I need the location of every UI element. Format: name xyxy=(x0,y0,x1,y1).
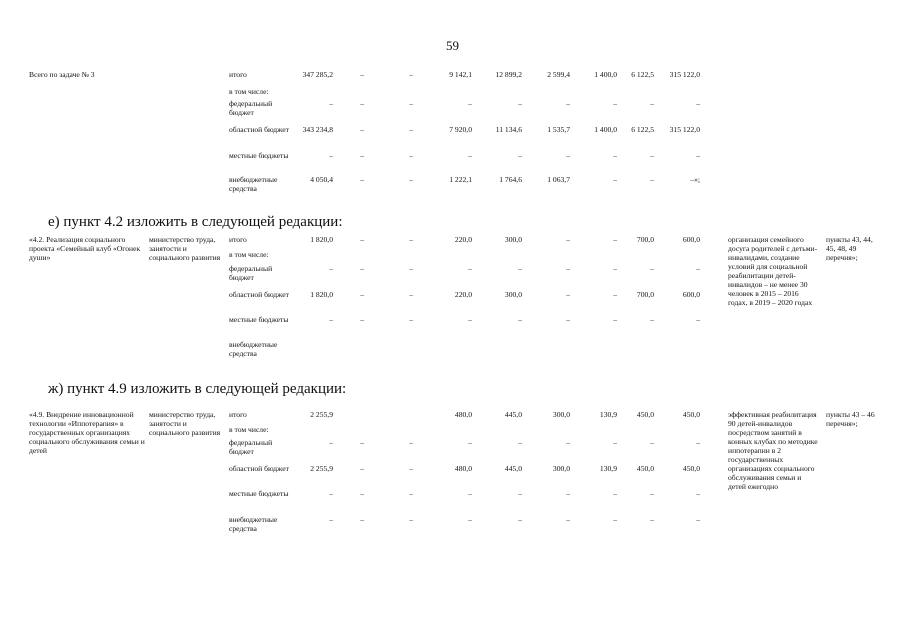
row-cell: 1 820,0 xyxy=(310,235,333,244)
row-cell: – xyxy=(696,151,700,160)
row-cell: 300,0 xyxy=(504,290,522,299)
row-cell: – xyxy=(613,315,617,324)
row-cell: – xyxy=(468,438,472,447)
executor: министерство труда, занятости и социального развития xyxy=(149,410,221,437)
row-cell: – xyxy=(566,315,570,324)
row-cell: – xyxy=(696,99,700,108)
row-cell: – xyxy=(468,151,472,160)
row-cell: – xyxy=(360,151,364,160)
expected-result: эффективная реабилитация 90 детей-инвалидов посредством занятий в конных клубах по методике иппотерапии в 2 государственных организациях социального обслуживания семьи и детей ежегодно xyxy=(728,410,818,491)
row-cell: – xyxy=(613,235,617,244)
row-cell: 2 255,9 xyxy=(310,410,333,419)
row-cell: 700,0 xyxy=(636,290,654,299)
row-cell: – xyxy=(696,315,700,324)
row-name: областной бюджет xyxy=(229,125,289,134)
row-cell: – xyxy=(566,438,570,447)
row-cell: – xyxy=(518,151,522,160)
row-cell: – xyxy=(566,151,570,160)
row-cell: – xyxy=(409,151,413,160)
row-cell: – xyxy=(360,235,364,244)
row-cell: – xyxy=(566,264,570,273)
row-cell: – xyxy=(360,489,364,498)
row-cell: 445,0 xyxy=(504,464,522,473)
row-cell: – xyxy=(360,264,364,273)
row-name: федеральный бюджет xyxy=(229,99,273,117)
row-cell: 450,0 xyxy=(636,410,654,419)
row-cell: – xyxy=(650,438,654,447)
row-cell: – xyxy=(409,264,413,273)
activity-title: «4.2. Реализация социального проекта «Семейный клуб «Огонек души» xyxy=(29,235,141,262)
row-cell: 1 063,7 xyxy=(547,175,570,184)
row-cell: 11 134,6 xyxy=(495,125,522,134)
row-name: внебюджетные средства xyxy=(229,175,278,193)
row-name: федеральный бюджет xyxy=(229,438,273,456)
row-cell: 9 142,1 xyxy=(449,70,472,79)
row-name: итого xyxy=(229,410,247,419)
row-cell: 1 222,1 xyxy=(449,175,472,184)
row-cell: 130,9 xyxy=(599,464,617,473)
row-cell: 700,0 xyxy=(636,235,654,244)
row-cell: – xyxy=(360,70,364,79)
row-name: в том числе: xyxy=(229,250,269,259)
row-cell: – xyxy=(518,515,522,524)
row-cell: 1 400,0 xyxy=(594,125,617,134)
row-cell: –»; xyxy=(690,175,700,184)
executor: министерство труда, занятости и социального развития xyxy=(149,235,221,262)
row-cell: – xyxy=(409,489,413,498)
row-cell: – xyxy=(518,489,522,498)
heading-item-4-9: ж) пункт 4.9 изложить в следующей редакции: xyxy=(48,381,347,397)
row-cell: – xyxy=(613,438,617,447)
row-cell: 220,0 xyxy=(454,290,472,299)
row-cell: – xyxy=(518,438,522,447)
section-label: Всего по задаче № 3 xyxy=(29,70,95,79)
row-cell: – xyxy=(360,175,364,184)
row-cell: 480,0 xyxy=(454,464,472,473)
row-cell: 347 285,2 xyxy=(302,70,333,79)
row-name: в том числе: xyxy=(229,425,269,434)
row-cell: 7 920,0 xyxy=(449,125,472,134)
row-cell: 315 122,0 xyxy=(669,70,700,79)
row-cell: 1 820,0 xyxy=(310,290,333,299)
row-cell: – xyxy=(409,290,413,299)
row-cell: 480,0 xyxy=(454,410,472,419)
row-cell: – xyxy=(468,515,472,524)
row-cell: 12 899,2 xyxy=(495,70,522,79)
row-cell: – xyxy=(613,264,617,273)
row-cell: – xyxy=(409,464,413,473)
list-points: пункты 43 – 46 перечня»; xyxy=(826,410,875,428)
row-cell: – xyxy=(613,151,617,160)
row-cell: 2 599,4 xyxy=(547,70,570,79)
row-cell: 450,0 xyxy=(682,464,700,473)
row-cell: – xyxy=(613,515,617,524)
row-cell: – xyxy=(409,315,413,324)
row-cell: 450,0 xyxy=(636,464,654,473)
row-cell: – xyxy=(650,264,654,273)
row-cell: – xyxy=(613,290,617,299)
row-cell: 450,0 xyxy=(682,410,700,419)
row-cell: – xyxy=(360,290,364,299)
row-cell: – xyxy=(409,515,413,524)
row-cell: – xyxy=(650,515,654,524)
row-name: местные бюджеты xyxy=(229,489,289,498)
row-name: областной бюджет xyxy=(229,464,289,473)
row-cell: 1 535,7 xyxy=(547,125,570,134)
row-cell: 4 050,4 xyxy=(310,175,333,184)
row-cell: 220,0 xyxy=(454,235,472,244)
row-cell: 6 122,5 xyxy=(631,70,654,79)
row-name: местные бюджеты xyxy=(229,151,289,160)
row-cell: – xyxy=(650,315,654,324)
row-cell: – xyxy=(650,489,654,498)
row-cell: – xyxy=(650,151,654,160)
row-cell: 343 234,8 xyxy=(302,125,333,134)
row-cell: – xyxy=(329,151,333,160)
row-cell: – xyxy=(696,489,700,498)
row-name: областной бюджет xyxy=(229,290,289,299)
row-cell: – xyxy=(360,125,364,134)
row-cell: – xyxy=(360,315,364,324)
row-cell: – xyxy=(468,99,472,108)
row-cell: – xyxy=(329,99,333,108)
row-cell: – xyxy=(696,515,700,524)
row-cell: – xyxy=(650,175,654,184)
row-cell: 315 122,0 xyxy=(669,125,700,134)
row-cell: – xyxy=(329,264,333,273)
row-cell: – xyxy=(360,438,364,447)
row-cell: – xyxy=(329,438,333,447)
row-cell: – xyxy=(566,235,570,244)
row-cell: – xyxy=(409,99,413,108)
row-name: итого xyxy=(229,235,247,244)
row-cell: – xyxy=(329,515,333,524)
row-cell: – xyxy=(518,264,522,273)
row-name: в том числе: xyxy=(229,87,269,96)
row-cell: – xyxy=(613,175,617,184)
row-cell: – xyxy=(360,99,364,108)
row-name: федеральный бюджет xyxy=(229,264,273,282)
row-cell: – xyxy=(409,235,413,244)
expected-result: организация семейного досуга родителей с детьми-инвалидами, создание условий для социальной реабилитации детей-инвалидов – не менее 30 человек в 2015 – 2016 годах, в 2019 – 2020 годах xyxy=(728,235,818,307)
row-name: внебюджетные средства xyxy=(229,340,278,358)
row-cell: – xyxy=(650,99,654,108)
row-cell: 1 764,6 xyxy=(499,175,522,184)
row-cell: 130,9 xyxy=(599,410,617,419)
row-cell: – xyxy=(360,464,364,473)
row-cell: – xyxy=(468,489,472,498)
row-cell: – xyxy=(613,489,617,498)
row-cell: – xyxy=(409,70,413,79)
row-name: итого xyxy=(229,70,247,79)
row-cell: – xyxy=(566,489,570,498)
row-cell: – xyxy=(566,99,570,108)
row-cell: – xyxy=(518,99,522,108)
row-cell: – xyxy=(409,175,413,184)
row-cell: 300,0 xyxy=(552,410,570,419)
row-cell: – xyxy=(468,315,472,324)
row-name: местные бюджеты xyxy=(229,315,289,324)
row-cell: – xyxy=(566,290,570,299)
row-cell: 300,0 xyxy=(504,235,522,244)
row-cell: – xyxy=(329,489,333,498)
row-cell: – xyxy=(409,438,413,447)
row-cell: 445,0 xyxy=(504,410,522,419)
heading-item-4-2: е) пункт 4.2 изложить в следующей редакции: xyxy=(48,214,343,230)
row-cell: – xyxy=(329,315,333,324)
row-cell: 600,0 xyxy=(682,235,700,244)
row-cell: – xyxy=(468,264,472,273)
row-cell: – xyxy=(566,515,570,524)
page-number: 59 xyxy=(446,38,459,53)
row-cell: 6 122,5 xyxy=(631,125,654,134)
activity-title: «4.9. Внедрение инновационной технологии «Иппотерапия» в государственных организациях социального обслуживания семьи и детей xyxy=(29,410,145,455)
row-cell: 1 400,0 xyxy=(594,70,617,79)
row-cell: – xyxy=(360,515,364,524)
row-cell: 300,0 xyxy=(552,464,570,473)
row-cell: 2 255,9 xyxy=(310,464,333,473)
row-cell: – xyxy=(613,99,617,108)
row-cell: – xyxy=(518,315,522,324)
row-cell: – xyxy=(696,264,700,273)
row-cell: 600,0 xyxy=(682,290,700,299)
list-points: пункты 43, 44, 45, 48, 49 перечня»; xyxy=(826,235,873,262)
row-cell: – xyxy=(409,125,413,134)
row-cell: – xyxy=(696,438,700,447)
row-name: внебюджетные средства xyxy=(229,515,278,533)
